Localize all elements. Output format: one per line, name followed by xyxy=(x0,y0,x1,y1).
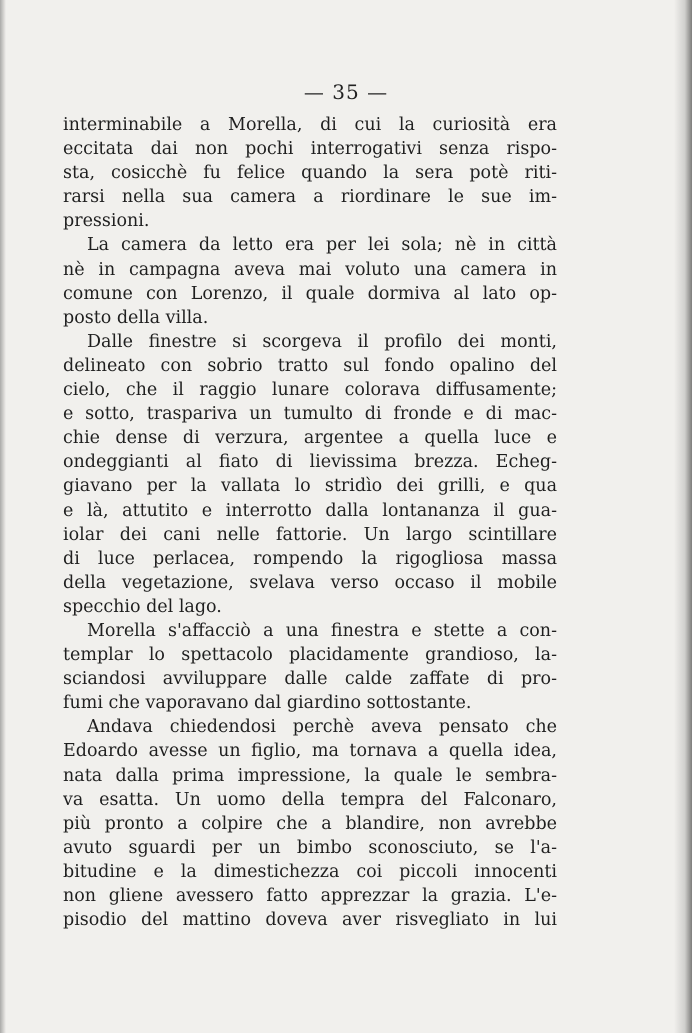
text-line: sciandosi avviluppare dalle calde zaffate di pro- xyxy=(63,669,557,690)
text-line: sta, cosicchè fu felice quando la sera potè riti- xyxy=(63,163,557,184)
text-line: nata dalla prima impressione, la quale le sembra- xyxy=(63,765,557,786)
text-line: interminabile a Morella, di cui la curiosità era xyxy=(63,115,557,135)
text-line: Andava chiedendosi perchè aveva pensato che xyxy=(87,717,557,738)
page-left-shadow xyxy=(0,0,6,1033)
text-line: templar lo spettacolo placidamente grandioso, la- xyxy=(63,645,557,666)
text-line: posto della villa. xyxy=(63,307,209,328)
text-line: di luce perlacea, rompendo la rigogliosa massa xyxy=(63,548,557,569)
text-line: avuto sguardi per un bimbo sconosciuto, se l'a- xyxy=(63,837,557,858)
text-line: rarsi nella sua camera a riordinare le sue im- xyxy=(63,187,557,208)
text-line: eccitata dai non pochi interrogativi senza rispo- xyxy=(63,139,557,160)
text-line: ondeggianti al fiato di lievissima brezza. Echeg- xyxy=(63,452,557,473)
body-text xyxy=(63,113,557,932)
page-right-shadow xyxy=(674,0,692,1033)
text-line: della vegetazione, svelava verso occaso il mobile xyxy=(63,572,557,593)
text-line: pisodio del mattino doveva aver risvegliato in lui xyxy=(63,910,557,931)
text-line: Dalle finestre si scorgeva il profilo dei monti, xyxy=(87,331,557,352)
text-line: La camera da letto era per lei sola; nè in città xyxy=(87,235,557,256)
page-number: — 35 — xyxy=(303,80,389,104)
text-line: e sotto, traspariva un tumulto di fronde e di mac- xyxy=(63,404,557,425)
text-line: va esatta. Un uomo della tempra del Falconaro, xyxy=(63,789,557,810)
text-line: delineato con sobrio tratto sul fondo opalino del xyxy=(63,355,557,376)
text-line: chie dense di verzura, argentee a quella luce e xyxy=(63,428,557,449)
text-line: Morella s'affacciò a una finestra e stette a con- xyxy=(87,620,557,641)
text-line: specchio del lago. xyxy=(63,596,222,617)
text-line: giavano per la vallata lo stridìo dei grilli, e qua xyxy=(63,476,557,497)
text-line: fumi che vaporavano dal giardino sottostante. xyxy=(63,693,472,714)
text-line: pressioni. xyxy=(63,211,150,232)
text-line: Edoardo avesse un figlio, ma tornava a quella idea, xyxy=(63,741,557,762)
text-line: comune con Lorenzo, il quale dormiva al lato op- xyxy=(63,283,557,304)
text-line: cielo, che il raggio lunare colorava diffusamente; xyxy=(63,380,557,401)
text-line: più pronto a colpire che a blandire, non avrebbe xyxy=(63,813,557,834)
text-line: non gliene avessero fatto apprezzar la grazia. L'e- xyxy=(63,886,557,906)
text-line: bitudine e la dimestichezza coi piccoli innocenti xyxy=(63,861,557,882)
text-line: iolar dei cani nelle fattorie. Un largo scintillare xyxy=(63,524,557,545)
text-line: e là, attutito e interrotto dalla lontananza il gua- xyxy=(63,500,557,521)
text-line: nè in campagna aveva mai voluto una camera in xyxy=(63,259,557,280)
